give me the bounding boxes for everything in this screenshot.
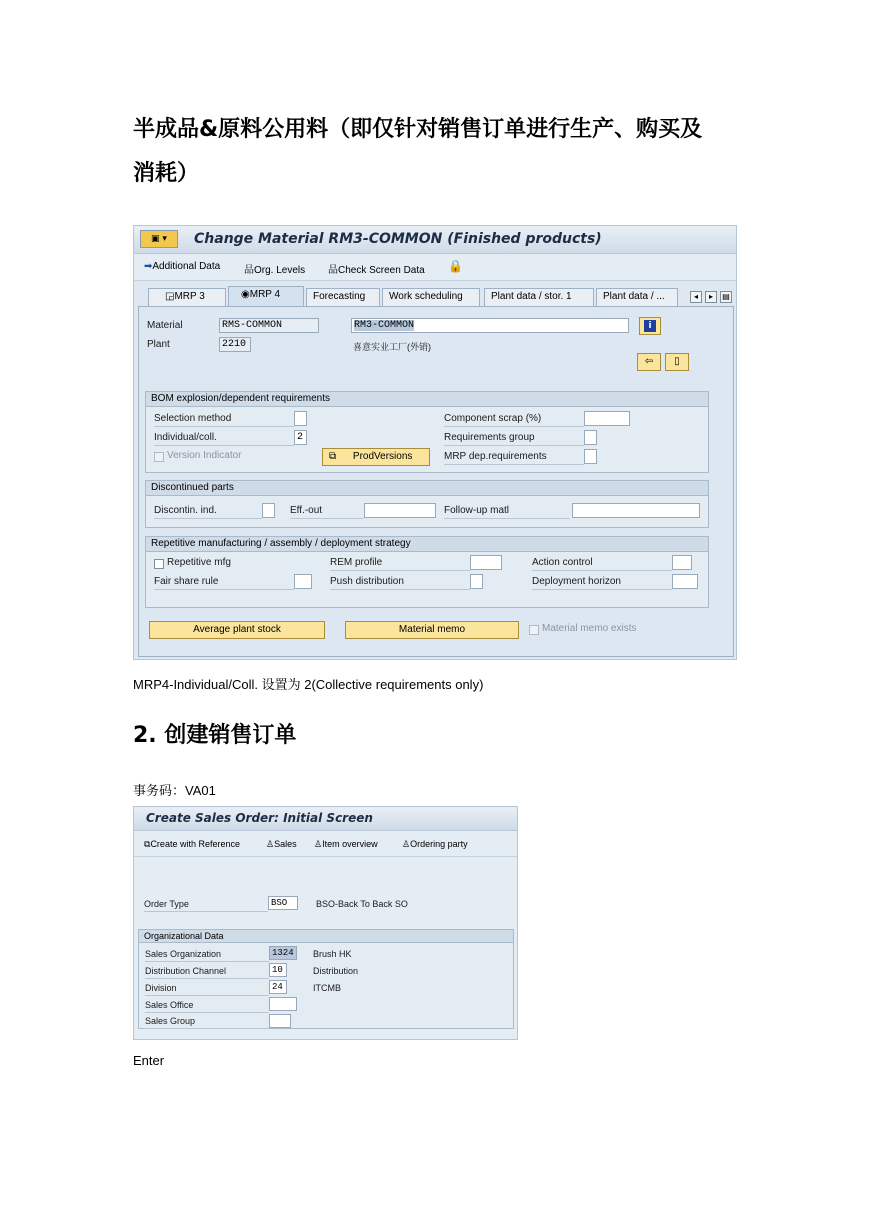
selection-method-field[interactable] [294, 411, 307, 426]
material-memo-exists-label: Material memo exists [542, 623, 637, 634]
window-title: Change Material RM3-COMMON (Finished products) [194, 231, 602, 247]
push-distribution-label: Push distribution [330, 576, 404, 587]
rem-profile-label: REM profile [330, 557, 383, 568]
discontinued-parts-header: Discontinued parts [146, 481, 708, 496]
heading-line-1: 半成品&原料公用料（即仅针对销售订单进行生产、购买及 [133, 117, 703, 142]
division-description: ITCMB [313, 983, 341, 993]
section-heading-2: 2. 创建销售订单 [133, 723, 297, 748]
eff-out-label: Eff.-out [290, 505, 323, 516]
sales-office-label: Sales Office [145, 1000, 194, 1010]
application-toolbar [134, 254, 736, 281]
info-icon[interactable]: i [639, 317, 661, 335]
document-icon[interactable]: ▯ [665, 353, 689, 371]
distribution-channel-description: Distribution [313, 966, 359, 976]
title-bar [134, 226, 736, 254]
application-toolbar-2 [134, 831, 517, 857]
tab-list-icon[interactable]: ▤ [720, 291, 732, 303]
enter-line: Enter [133, 1053, 165, 1068]
requirements-group-label: Requirements group [444, 432, 535, 443]
additional-data-button[interactable]: ➡Additional Data [144, 261, 221, 272]
ordering-party-button[interactable]: ♙Ordering party [402, 839, 468, 849]
eff-out-field[interactable] [364, 503, 436, 518]
sales-organization-field[interactable]: 1324 [269, 946, 297, 960]
person-icon: ♙ [314, 839, 323, 849]
division-field[interactable]: 24 [269, 980, 287, 994]
tab-mrp4[interactable]: ◉MRP 4 [228, 286, 304, 306]
discontin-ind-field[interactable] [262, 503, 275, 518]
tcode-line: 事务码：VA01 [133, 783, 216, 798]
bom-explosion-group [145, 391, 709, 473]
material-description-field[interactable]: RM3-COMMON [351, 318, 629, 333]
action-control-field[interactable] [672, 555, 692, 570]
plant-description: 喜意实业工厂(外销) [353, 342, 431, 352]
sales-button[interactable]: ♙Sales [266, 839, 297, 849]
rem-profile-field[interactable] [470, 555, 502, 570]
order-type-description: BSO-Back To Back SO [316, 899, 408, 909]
lock-icon[interactable]: 🔒 [448, 259, 463, 273]
arrow-right-icon: ➡ [144, 261, 153, 272]
organizational-data-header: Organizational Data [139, 930, 513, 943]
check-screen-icon: 品 [328, 265, 338, 276]
tab-forecasting[interactable]: Forecasting [306, 288, 380, 306]
deployment-horizon-label: Deployment horizon [532, 576, 621, 587]
prodversions-icon: ⧉ [329, 451, 339, 462]
tab-plant-data-more[interactable]: Plant data / ... [596, 288, 678, 306]
tab-icon: ◲ [165, 291, 175, 302]
tab-prev-icon[interactable]: ◂ [690, 291, 702, 303]
create-with-reference-button[interactable]: ⧉Create with Reference [144, 839, 240, 849]
plant-field[interactable]: 2210 [219, 337, 251, 352]
sap-change-material-screenshot [133, 225, 737, 660]
item-overview-button[interactable]: ♙Item overview [314, 839, 378, 849]
follow-up-matl-label: Follow-up matl [444, 505, 510, 516]
requirements-group-field[interactable] [584, 430, 597, 445]
tab-work-scheduling[interactable]: Work scheduling [382, 288, 480, 306]
distribution-channel-label: Distribution Channel [145, 966, 227, 976]
sales-organization-label: Sales Organization [145, 949, 222, 959]
sales-group-field[interactable] [269, 1014, 291, 1028]
follow-up-matl-field[interactable] [572, 503, 700, 518]
heading-line-2: 消耗） [133, 161, 200, 186]
menu-icon[interactable]: ▣ ▾ [140, 230, 178, 248]
organizational-data-group [138, 929, 514, 1029]
discontinued-parts-group [145, 480, 709, 528]
distribution-channel-field[interactable]: 10 [269, 963, 287, 977]
person-icon: ♙ [266, 839, 275, 849]
material-field[interactable]: RMS-COMMON [219, 318, 319, 333]
caption-mrp4: MRP4-Individual/Coll. 设置为 2(Collective requirements only) [133, 677, 484, 692]
average-plant-stock-button[interactable]: Average plant stock [149, 621, 325, 639]
tab-next-icon[interactable]: ▸ [705, 291, 717, 303]
deployment-horizon-field[interactable] [672, 574, 698, 589]
org-levels-button[interactable]: 品Org. Levels [244, 265, 306, 276]
mrp4-tab-content [138, 306, 734, 657]
repetitive-manufacturing-group [145, 536, 709, 608]
selection-method-label: Selection method [154, 413, 232, 424]
tab-plant-data-stor1[interactable]: Plant data / stor. 1 [484, 288, 594, 306]
order-type-label: Order Type [144, 899, 189, 909]
order-type-field[interactable]: BSO [268, 896, 298, 910]
tab-active-icon: ◉ [241, 289, 250, 300]
person-icon: ♙ [402, 839, 411, 849]
org-levels-icon: 品 [244, 265, 254, 276]
sales-group-label: Sales Group [145, 1016, 196, 1026]
plant-label: Plant [147, 339, 170, 350]
repetitive-manufacturing-header: Repetitive manufacturing / assembly / deployment strategy [146, 537, 708, 552]
title-bar-2 [134, 807, 517, 831]
sales-office-field[interactable] [269, 997, 297, 1011]
version-indicator-checkbox[interactable] [154, 452, 164, 462]
sap-create-sales-order-screenshot [133, 806, 518, 1040]
repetitive-mfg-checkbox[interactable] [154, 559, 164, 569]
tab-strip [134, 284, 736, 306]
check-screen-data-button[interactable]: 品Check Screen Data [328, 265, 425, 276]
mrp-dep-requirements-label: MRP dep.requirements [444, 451, 547, 462]
individual-coll-field[interactable]: 2 [294, 430, 307, 445]
component-scrap-field[interactable] [584, 411, 630, 426]
sales-organization-description: Brush HK [313, 949, 352, 959]
material-memo-button[interactable]: Material memo [345, 621, 519, 639]
tab-mrp3[interactable]: ◲MRP 3 [148, 288, 226, 306]
material-memo-exists-checkbox[interactable] [529, 625, 539, 635]
material-label: Material [147, 320, 183, 331]
copy-icon: ⧉ [144, 839, 151, 849]
discontin-ind-label: Discontin. ind. [154, 505, 217, 516]
action-control-label: Action control [532, 557, 593, 568]
prodversions-button[interactable]: ⧉ ProdVersions [322, 448, 430, 466]
push-distribution-field[interactable] [470, 574, 483, 589]
repetitive-mfg-label: Repetitive mfg [167, 557, 231, 568]
fair-share-rule-field[interactable] [294, 574, 312, 589]
mrp-dep-requirements-field[interactable] [584, 449, 597, 464]
fair-share-rule-label: Fair share rule [154, 576, 219, 587]
bom-explosion-header: BOM explosion/dependent requirements [146, 392, 708, 407]
division-label: Division [145, 983, 177, 993]
window-title-2: Create Sales Order: Initial Screen [146, 811, 373, 825]
component-scrap-label: Component scrap (%) [444, 413, 542, 424]
change-icon[interactable]: ⇦ [637, 353, 661, 371]
version-indicator-label: Version Indicator [167, 450, 242, 461]
individual-coll-label: Individual/coll. [154, 432, 217, 443]
